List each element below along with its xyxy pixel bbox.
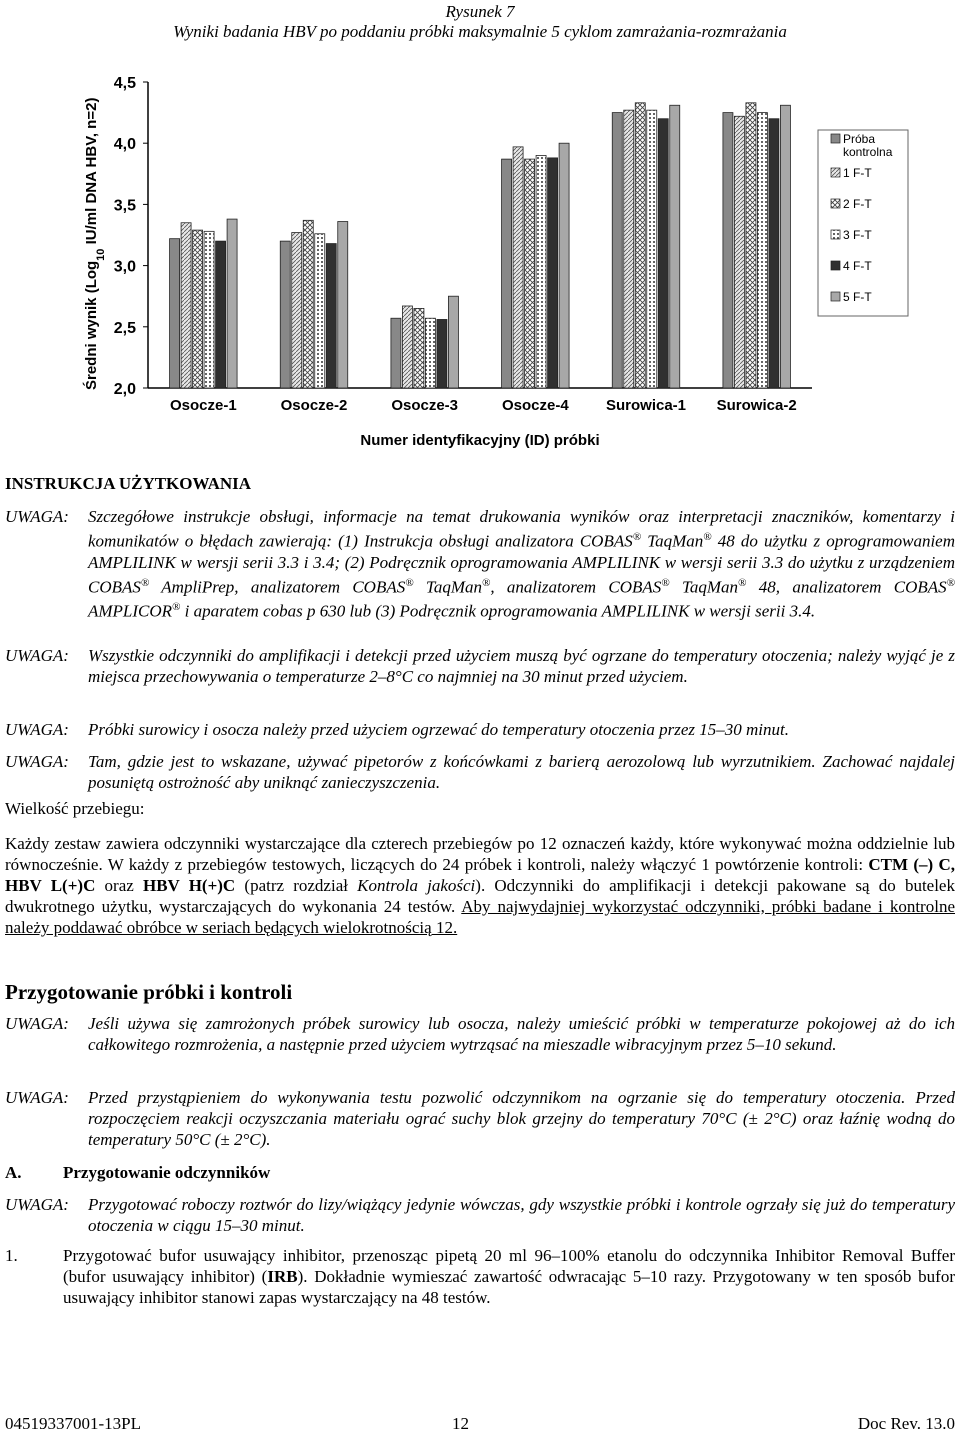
- bar: [559, 143, 569, 388]
- prep-heading: Przygotowanie próbki i kontroli: [5, 980, 293, 1004]
- subsection-letter: A.: [5, 1163, 22, 1182]
- y-tick-label: 2,5: [113, 319, 136, 337]
- bar: [757, 113, 767, 388]
- bar: [548, 158, 558, 388]
- bar: [170, 239, 180, 388]
- legend-swatch: [831, 230, 840, 239]
- legend-label: 5 F-T: [843, 290, 872, 304]
- footer-doc-number: 04519337001-13PL: [5, 1414, 141, 1433]
- step-number: 1.: [5, 1246, 18, 1265]
- legend-swatch: [831, 168, 840, 177]
- bar: [292, 233, 302, 388]
- bar: [391, 318, 401, 388]
- note-label: UWAGA:: [5, 752, 69, 771]
- legend-swatch: [831, 199, 840, 208]
- x-category-label: Surowica-2: [716, 397, 797, 414]
- bar: [204, 231, 214, 388]
- bar: [303, 220, 313, 388]
- bar: [746, 103, 756, 388]
- bar: [647, 110, 657, 388]
- note-label: UWAGA:: [5, 1195, 69, 1214]
- y-tick-label: 3,0: [113, 258, 136, 276]
- note-frozen-samples: Jeśli używa się zamrożonych próbek surowicy lub osocza, należy umieścić próbki w temperaturze pokojowej aż do ich całkowitego rozmrożenia, a następnie przed użyciem wytrząsać na mieszadle wibracyjnym przez 5–10 sekund.: [88, 1014, 955, 1054]
- x-category-label: Osocze-3: [391, 397, 459, 414]
- x-category-label: Osocze-4: [501, 397, 569, 414]
- note-pipettors: Tam, gdzie jest to wskazane, używać pipetorów z końcówkami z barierą aerozolową lub wyrzutnikiem. Zachować najdalej posuniętą ostrożność aby uniknąć zanieczyszczenia.: [88, 752, 955, 792]
- legend-label: 4 F-T: [843, 259, 872, 273]
- bar: [723, 113, 733, 388]
- run-size-heading: Wielkość przebiegu:: [5, 799, 145, 818]
- bar: [658, 119, 668, 388]
- bar: [414, 308, 424, 388]
- bar: [193, 230, 203, 388]
- bar: [227, 219, 237, 388]
- legend-label: 1 F-T: [843, 166, 872, 180]
- footer-revision: Doc Rev. 13.0: [857, 1414, 955, 1433]
- note-label: UWAGA:: [5, 720, 69, 739]
- figure-label: Rysunek 7: [445, 2, 515, 21]
- y-tick-label: 3,5: [113, 197, 136, 215]
- legend-swatch: [831, 134, 840, 143]
- bar: [612, 113, 622, 388]
- bar: [437, 319, 447, 388]
- note-label: UWAGA:: [5, 507, 69, 526]
- note-samples-warm: Próbki surowicy i osocza należy przed użyciem ogrzewać do temperatury otoczenia przez 15–30 minut.: [88, 720, 790, 739]
- legend-swatch: [831, 261, 840, 270]
- legend-label: 2 F-T: [843, 197, 872, 211]
- step-text: Przygotować bufor usuwający inhibitor, przenosząc pipetą 20 ml 96–100% etanolu do odczynnika Inhibitor Removal Buffer (bufor usuwający inhibitor) (IRB). Dokładnie wymieszać zawartość odwracając 5–10 razy. Przygotowany w ten sposób bufor usuwający inhibitor stanowi zapas wystarczający na 48 testów.: [63, 1246, 955, 1307]
- y-tick-label: 4,0: [113, 136, 136, 154]
- bar: [338, 222, 348, 388]
- note-instructions: Szczegółowe instrukcje obsługi, informacje na temat drukowania wyników oraz interpretacji znaczników, komentarzy i komunikatów o błędach zawierają: (1) Instrukcja obsługi analizatora COBAS® TaqMan® 48 do użytku z oprogramowaniem AMPLILINK w wersji serii 3.3 i 3.4; (2) Podręcznik oprogramowania AMPLILINK w wersji serii 3.3 do użytku z urządzeniem COBAS® AmpliPrep, analizatorem COBAS® TaqMan®, analizatorem COBAS® TaqMan® 48, analizatorem COBAS® AMPLICOR® i aparatem cobas p 630 lub (3) Podręcznik oprogramowania AMPLILINK w wersji serii 3.4.: [88, 507, 955, 621]
- y-axis-label: Średni wynik (Log$_{10}$ IU/ml DNA HBV, n=2): [83, 97, 107, 390]
- x-category-label: Osocze-1: [169, 397, 237, 414]
- bar: [635, 103, 645, 388]
- note-heating-block: Przed przystąpieniem do wykonywania testu pozwolić odczynnikom na ogrzanie się do temperatury otoczenia. Przed rozpoczęciem reakcji oczyszczania materiału ograć suchy blok grzejny do temperatury 70°C (± 2°C) oraz łaźnię wodną do temperatury 50°C (± 2°C).: [88, 1088, 955, 1149]
- note-label: UWAGA:: [5, 1014, 69, 1033]
- figure-title: Wyniki badania HBV po poddaniu próbki maksymalnie 5 cyklom zamrażania-rozmrażania: [173, 22, 787, 41]
- legend-label: Próba: [843, 132, 876, 146]
- bar: [502, 159, 512, 388]
- x-category-label: Osocze-2: [280, 397, 348, 414]
- bar: [280, 241, 290, 388]
- bar: [769, 119, 779, 388]
- section-title: INSTRUKCJA UŻYTKOWANIA: [5, 474, 252, 493]
- bar: [315, 234, 325, 388]
- legend-swatch: [831, 292, 840, 301]
- bar: [425, 318, 435, 388]
- bar: [326, 244, 336, 388]
- y-tick-label: 2,0: [113, 381, 136, 398]
- legend-label: 3 F-T: [843, 228, 872, 242]
- bar: [181, 223, 191, 388]
- legend-label: kontrolna: [843, 145, 893, 159]
- note-reagents-temperature: Wszystkie odczynniki do amplifikacji i detekcji przed użyciem muszą być ogrzane do temperatury otoczenia; należy wyjąć je z miejsca przechowywania o temperaturze 2–8°C co najmniej na 30 minut przed użyciem.: [88, 646, 955, 686]
- bar: [513, 147, 523, 388]
- bar: [402, 306, 412, 388]
- bar: [216, 241, 226, 388]
- bar: [734, 116, 744, 388]
- run-size-text: Każdy zestaw zawiera odczynniki wystarczające dla czterech przebiegów po 12 oznaczeń każdy, które wykonywać można oddzielnie lub równocześnie. W każdy z przebiegów testowych, liczących do 24 próbek i kontroli, należy włączyć 1 powtórzenie kontroli: CTM (–) C, HBV L(+)C oraz HBV H(+)C (patrz rozdział Kontrola jakości). Odczynniki do amplifikacji i detekcji pakowane są do butelek dwukrotnego użytku, wystarczających do wykonania 24 testów. Aby najwydajniej wykorzystać odczynniki, próbki badane i kontrolne należy poddawać obróbce w seriach będących wielokrotnością 12.: [5, 834, 955, 937]
- bar: [448, 296, 458, 388]
- bar: [780, 105, 790, 388]
- footer-page-number: 12: [452, 1414, 469, 1433]
- bar: [536, 155, 546, 388]
- note-label: UWAGA:: [5, 1088, 69, 1107]
- bar: [670, 105, 680, 388]
- bar: [624, 110, 634, 388]
- note-lysis-solution: Przygotować roboczy roztwór do lizy/wiążący jedynie wówczas, gdy wszystkie próbki i kontrole ogrzały się już do temperatury otoczenia w ciągu 15–30 minut.: [88, 1195, 955, 1235]
- x-axis-label: Numer identyfikacyjny (ID) próbki: [360, 432, 600, 449]
- note-label: UWAGA:: [5, 646, 69, 665]
- subsection-heading: Przygotowanie odczynników: [63, 1163, 271, 1182]
- bar: [525, 159, 535, 388]
- y-tick-label: 4,5: [113, 75, 136, 92]
- bar-chart: [0, 60, 960, 460]
- x-category-label: Surowica-1: [605, 397, 687, 414]
